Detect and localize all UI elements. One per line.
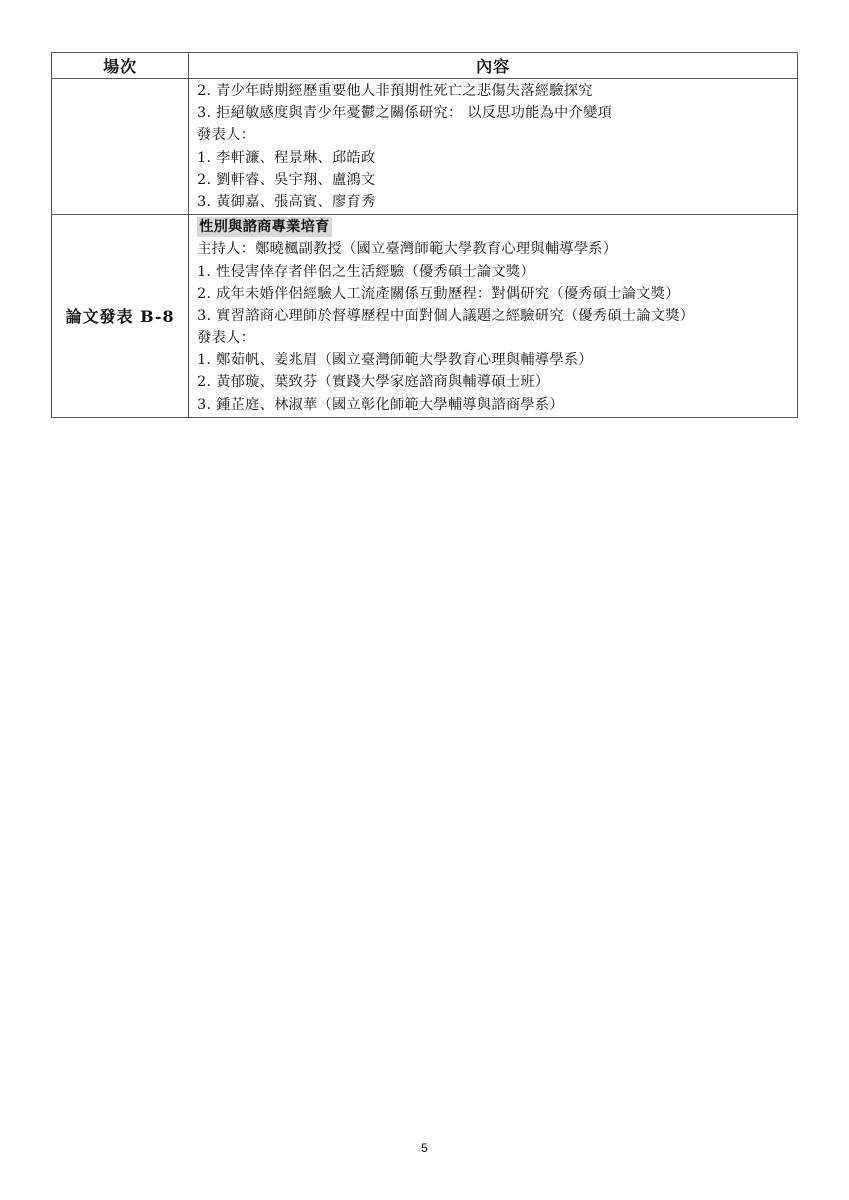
presenter-2: 2. 劉軒睿、吳宇翔、盧鴻文 xyxy=(197,171,376,188)
moderator: 主持人：鄭曉楓副教授（國立臺灣師範大學教育心理與輔導學系） xyxy=(197,241,618,258)
presenter-1: 1. 李軒濂、程景琳、邱皓政 xyxy=(197,149,376,166)
presenters-label: 發表人： xyxy=(197,330,256,347)
session-cell-continued xyxy=(52,79,189,215)
presenters-label: 發表人： xyxy=(197,127,256,144)
paper-title-3: 3. 實習諮商心理師於督導歷程中面對個人議題之經驗研究（優秀碩士論文獎） xyxy=(197,307,695,324)
presenter-3: 3. 黃御嘉、張高賓、廖育秀 xyxy=(197,193,376,210)
session-topic: 性別與諮商專業培育 xyxy=(199,219,330,236)
paper-title-2: 2. 成年未婚伴侶經驗人工流產關係互動歷程：對偶研究（優秀碩士論文獎） xyxy=(197,285,680,302)
table-row-continued xyxy=(52,79,798,215)
paper-title-1: 1. 性侵害倖存者伴侶之生活經驗（優秀碩士論文獎） xyxy=(197,263,535,280)
session-topic-line xyxy=(197,216,797,238)
presenter-3: 3. 鍾芷庭、林淑華（國立彰化師範大學輔導與諮商學系） xyxy=(197,396,564,413)
paper-title-2: 2. 青少年時期經歷重要他人非預期性死亡之悲傷失落經驗探究 xyxy=(197,83,593,99)
header-session: 場次 xyxy=(52,53,189,79)
presenter-2: 2. 黃郁璇、葉致芬（實踐大學家庭諮商與輔導碩士班） xyxy=(197,374,550,391)
presenter-1: 1. 鄭茹帆、姜兆眉（國立臺灣師範大學教育心理與輔導學系） xyxy=(197,352,593,369)
page-number: 5 xyxy=(421,1141,428,1155)
paper-title-3: 3. 拒絕敏感度與青少年憂鬱之關係研究： 以反思功能為中介變項 xyxy=(197,105,613,122)
content-cell-continued xyxy=(189,79,798,215)
session-cell-b8: 論文發表 B-8 xyxy=(52,215,189,418)
schedule-table xyxy=(51,52,798,418)
header-content: 內容 xyxy=(189,53,798,79)
content-cell-b8 xyxy=(189,215,798,418)
header-row xyxy=(52,53,798,79)
table-row-b8 xyxy=(52,215,798,418)
